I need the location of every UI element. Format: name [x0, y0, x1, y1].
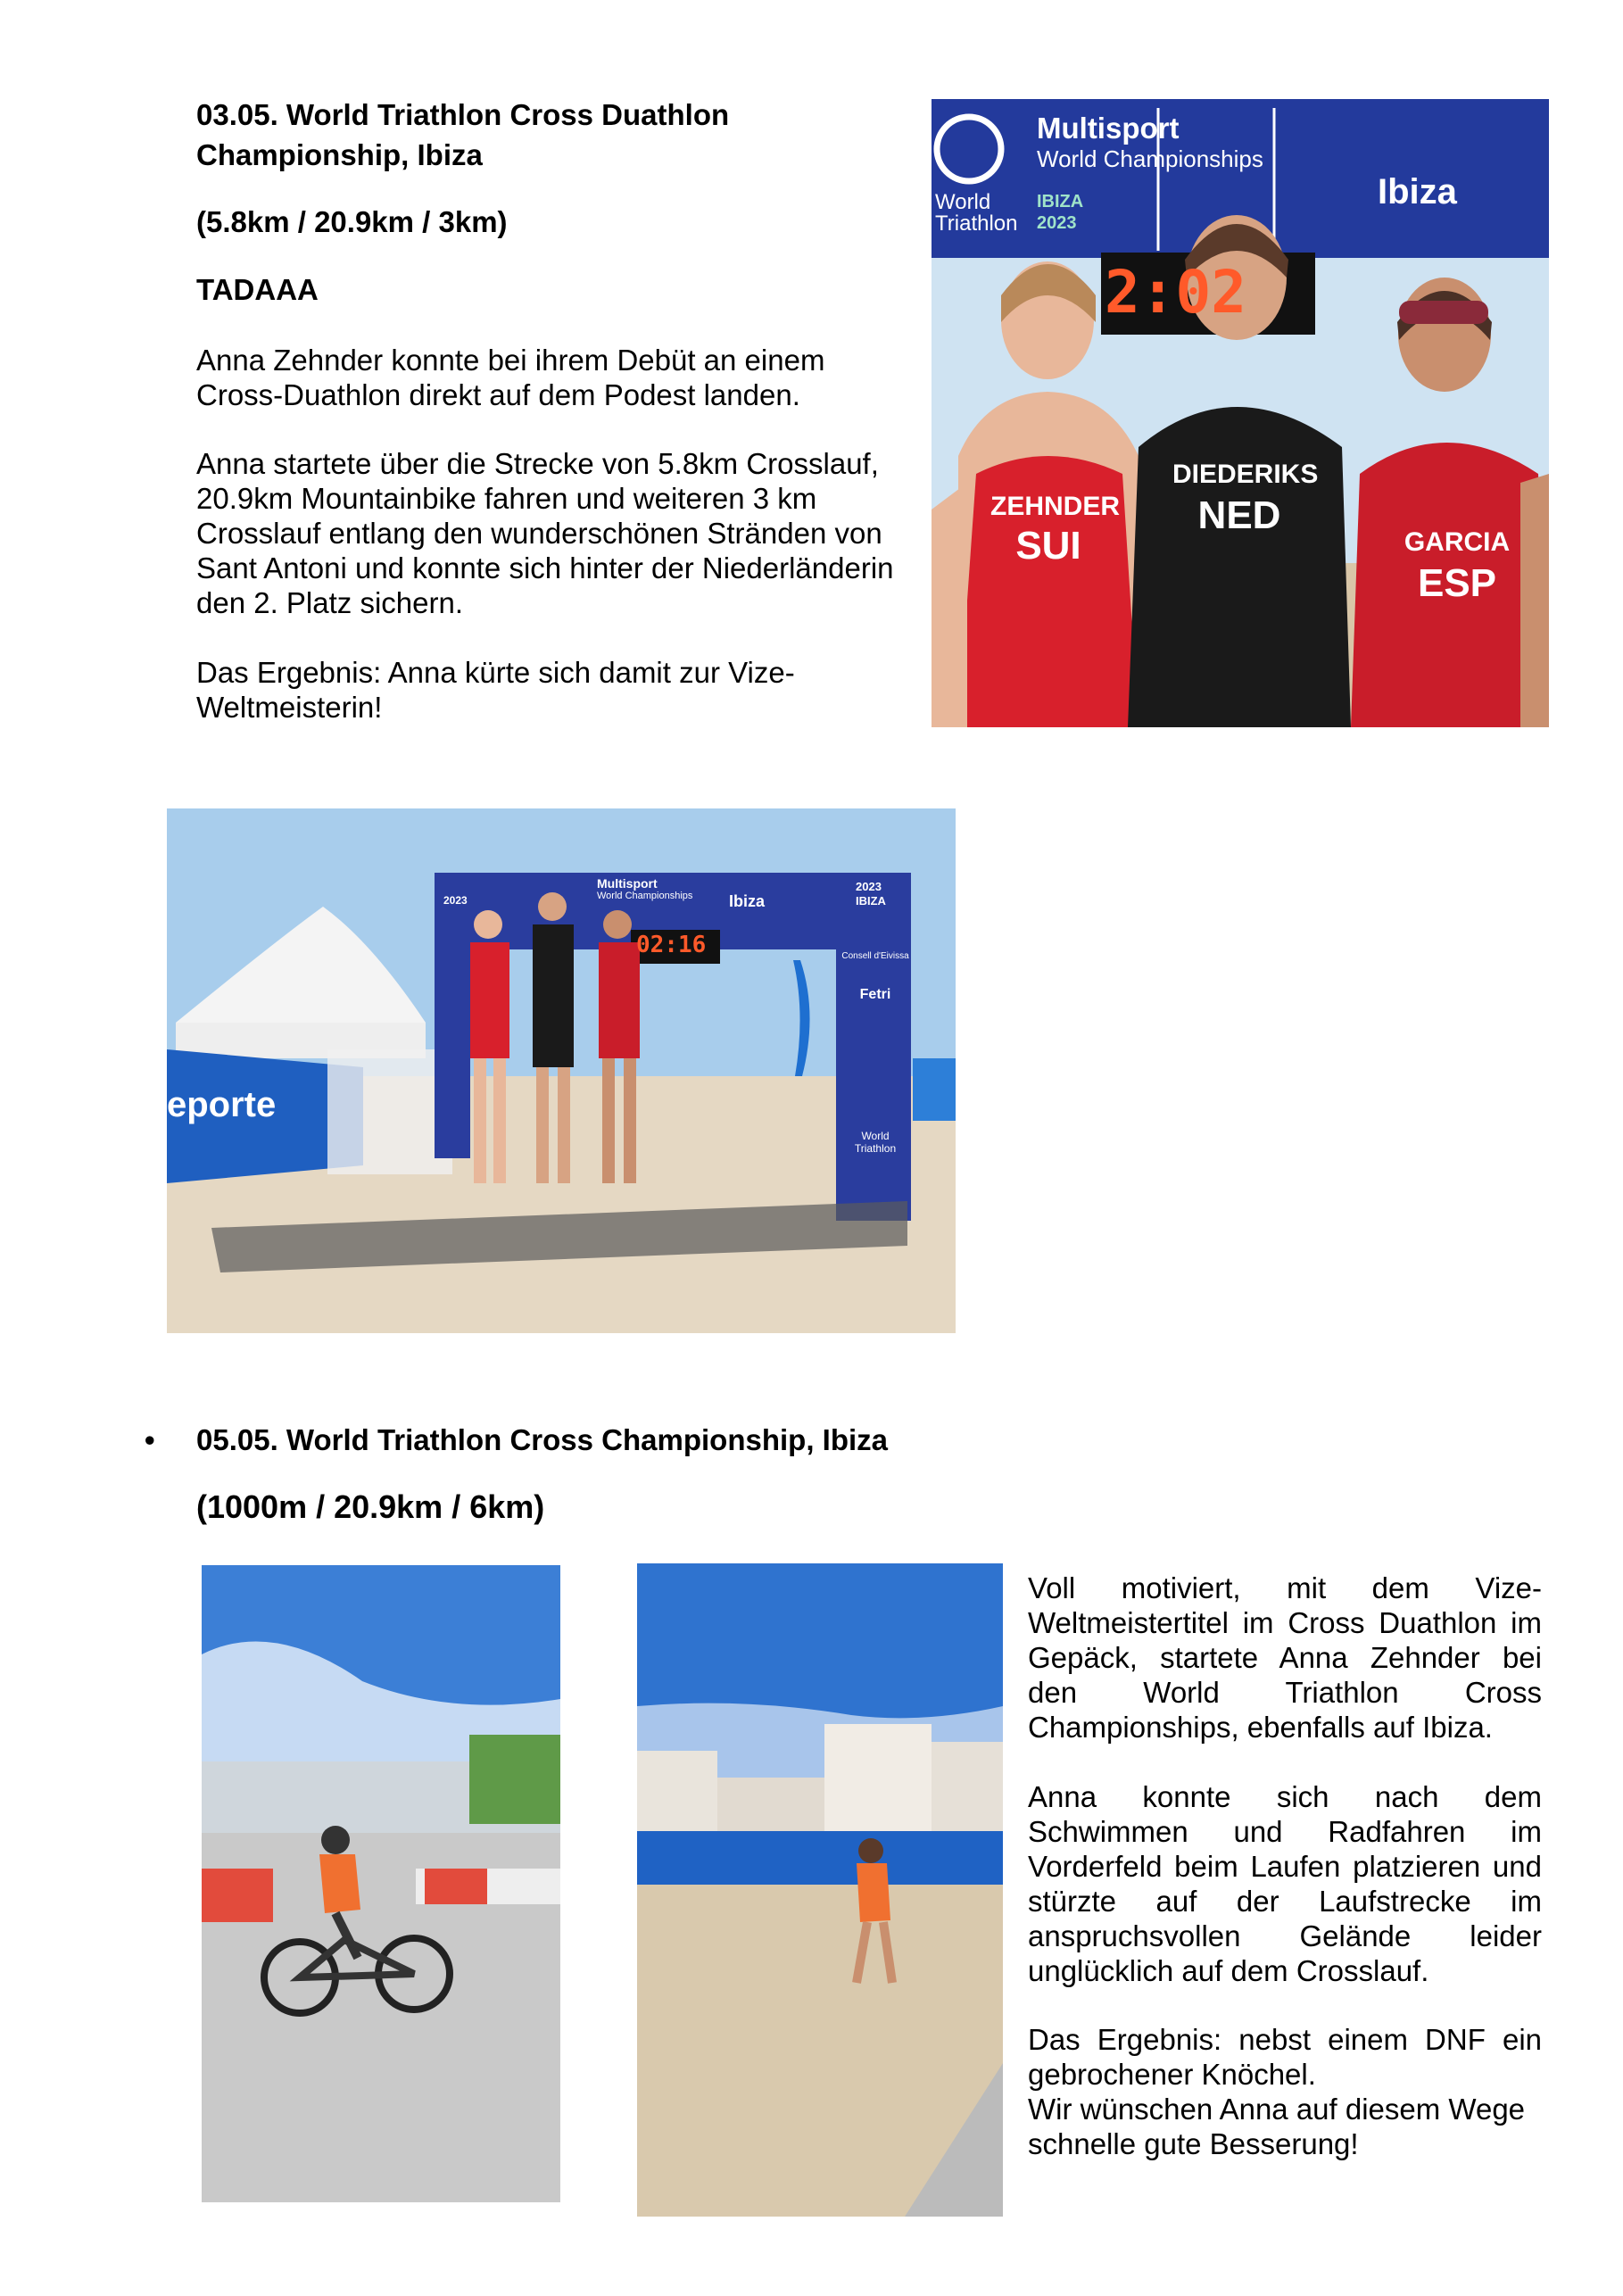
podium-banner-subtitle: World Championships — [1037, 145, 1263, 172]
arch-year-right: 2023 — [856, 880, 882, 893]
finish-arch-photo — [167, 808, 956, 1333]
arch-year-left: 2023 — [443, 894, 468, 907]
arch-city: Ibiza — [729, 892, 766, 910]
athlete-1-country: SUI — [1015, 524, 1081, 568]
section1-distance: (5.8km / 20.9km / 3km) — [196, 205, 508, 238]
arch-clock: 02:16 — [636, 932, 707, 958]
arch-subtitle: World Championships — [597, 891, 693, 901]
athlete-3-country: ESP — [1417, 561, 1497, 605]
arch-logo: World Triathlon — [854, 1130, 897, 1155]
arch-side-banner-text: eporte — [167, 1085, 277, 1124]
arch-title: Multisport — [597, 876, 658, 891]
section1-title: 03.05. World Triathlon Cross Duathlon Championship, Ibiza — [196, 98, 730, 171]
podium-clock: 2:02 — [1105, 258, 1246, 327]
section2-paragraph-2: Anna konnte sich nach dem Schwimmen und Radfahren im Vorderfeld beim Laufen platzieren und stürzte auf der Laufstrecke im anspruchsvollen Gelände leider unglücklich auf dem Crosslauf. — [1028, 1780, 1542, 1987]
podium-closeup-photo — [932, 99, 1549, 727]
podium-banner-place: IBIZA — [1037, 192, 1084, 211]
podium-banner-city: Ibiza — [1378, 172, 1457, 211]
arch-place: IBIZA — [856, 894, 886, 908]
section1-paragraph-3: Das Ergebnis: Anna kürte sich damit zur Vize-Weltmeisterin! — [196, 656, 795, 724]
section2-distance: (1000m / 20.9km / 6km) — [196, 1488, 545, 1525]
section2-bullet: • — [145, 1423, 155, 1456]
arch-sponsor-2: Fetri — [859, 987, 891, 1002]
athlete-2-name: DIEDERIKS — [1172, 460, 1319, 489]
podium-banner-logo: World Triathlon — [935, 190, 1018, 236]
podium-banner-title: Multisport — [1037, 112, 1180, 145]
podium-banner-year: 2023 — [1037, 213, 1077, 233]
section2-paragraph-4: Wir wünschen Anna auf diesem Wege schnelle gute Besserung! — [1028, 2093, 1526, 2160]
athlete-2-country: NED — [1197, 493, 1281, 537]
section2-title: 05.05. World Triathlon Cross Championship, Ibiza — [196, 1423, 889, 1456]
athlete-1-name: ZEHNDER — [990, 492, 1121, 521]
section1-paragraph-1: Anna Zehnder konnte bei ihrem Debüt an einem Cross-Duathlon direkt auf dem Podest landen. — [196, 344, 825, 411]
arch-sponsor: Consell d'Eivissa — [841, 951, 909, 961]
bike-photo — [202, 1565, 560, 2202]
athlete-3-name: GARCIA — [1404, 527, 1511, 557]
section1-exclaim: TADAAA — [196, 273, 319, 306]
section2-paragraph-1: Voll motiviert, mit dem Vize-Weltmeistertitel im Cross Duathlon im Gepäck, startete Anna Zehnder bei den World Triathlon Cross Championships, ebenfalls auf Ibiza. — [1028, 1571, 1542, 1744]
run-photo — [637, 1563, 1003, 2217]
section1-paragraph-2: Anna startete über die Strecke von 5.8km Crosslauf, 20.9km Mountainbike fahren und weiteren 3 km Crosslauf entlang den wunderschönen Stränden von Sant Antoni und konnte sich hinter der Niederländerin den 2. Platz sichern. — [196, 447, 894, 619]
section2-paragraph-3: Das Ergebnis: nebst einem DNF ein gebrochener Knöchel. — [1028, 2023, 1542, 2091]
